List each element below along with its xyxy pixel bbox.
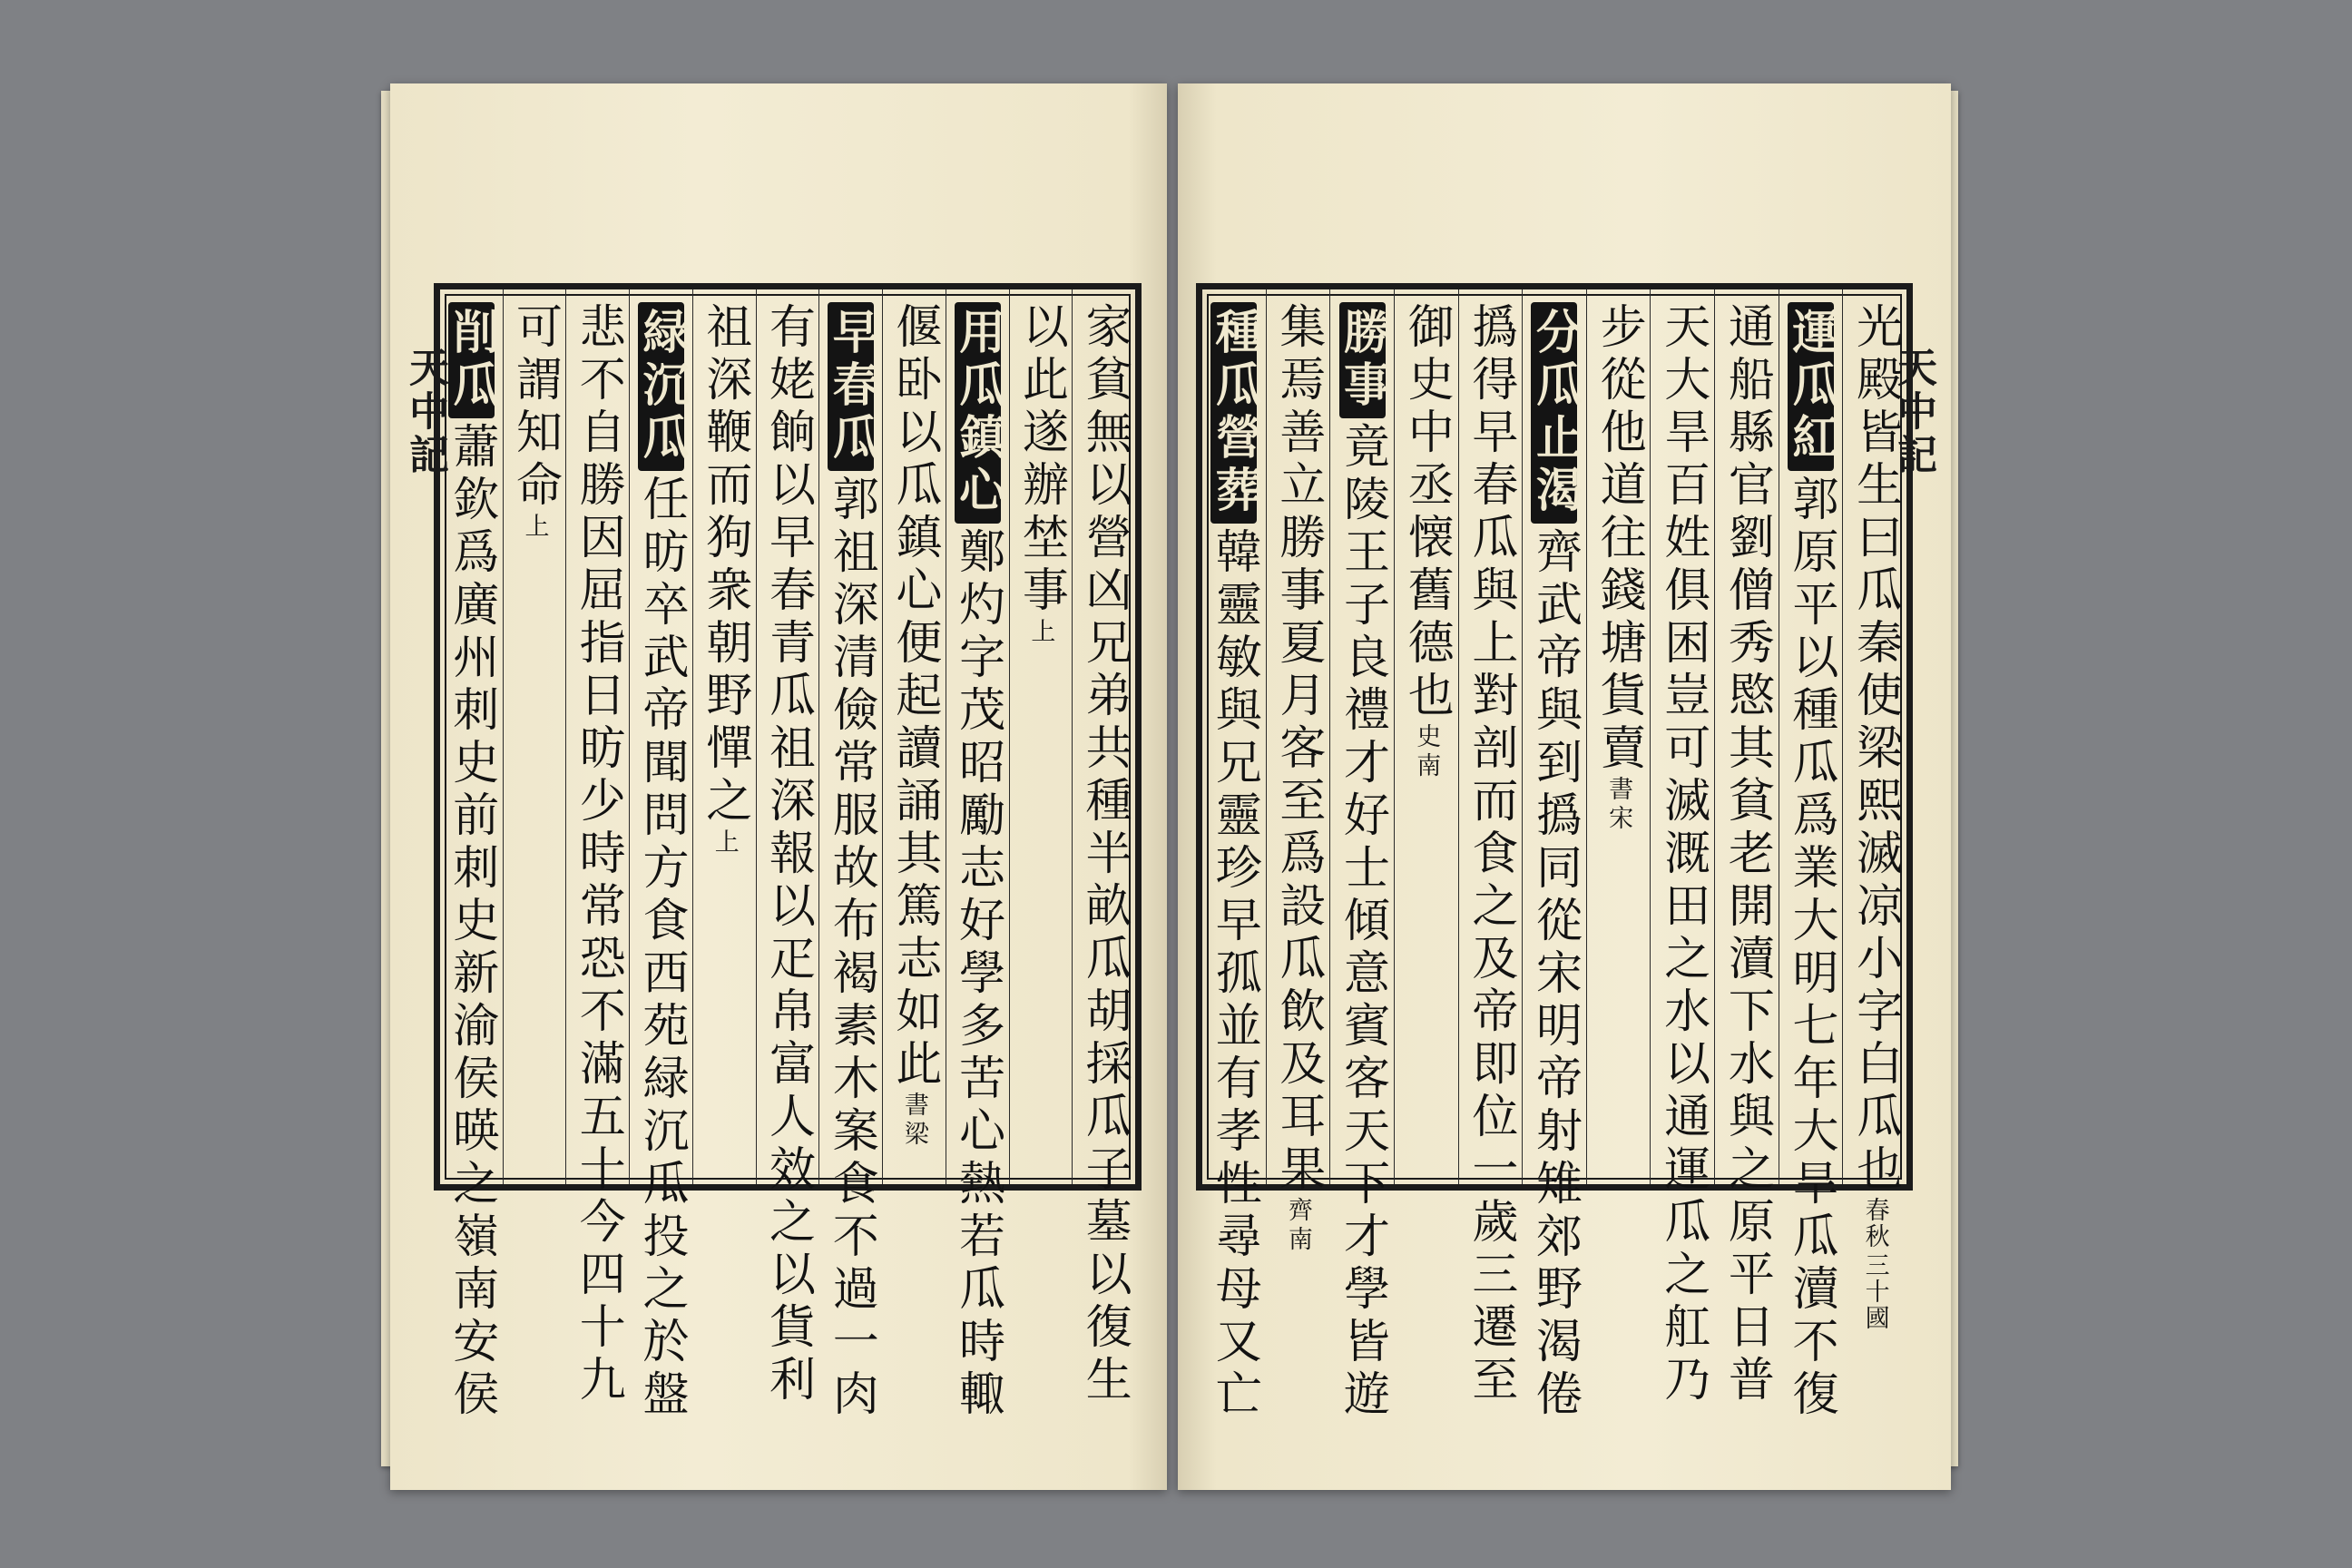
column-text: 偃卧以瓜鎮心便起讀誦其篤志如此 [887, 302, 941, 1092]
column-text: 鄭灼字茂昭勵志好學多苦心熱若瓜時輙 [950, 527, 1004, 1422]
column-text: 齊武帝與到撝同從宋明帝射雉郊野渴倦 [1527, 527, 1582, 1422]
left_page-column-6 [756, 289, 819, 1407]
source-note [1412, 723, 1441, 779]
left_page-column-5 [818, 289, 882, 1422]
column-text: 天大旱百姓俱困豈可滅溉田之水以通運瓜之舡乃 [1655, 302, 1710, 1407]
right_page-column-4 [1650, 289, 1714, 1407]
left_page-column-11 [440, 289, 503, 1422]
entry-heading-badge: 緑沉瓜 [638, 302, 684, 471]
column-text: 撝得早春瓜與上對剖而食之及帝即位一歲三遷至 [1463, 302, 1517, 1407]
right_page-column-10 [1266, 289, 1330, 1252]
column-text: 韓靈敏與兄靈珍早孤並有孝性尋母又亡 [1207, 527, 1261, 1422]
column-text: 家貧無以營凶兄弟共種半畝瓜胡採瓜子墓以復生 [1077, 302, 1132, 1407]
source-note-line: 史 [1412, 723, 1441, 750]
open-book [390, 83, 1951, 1490]
spine-title-right: 天中記 [1890, 347, 1936, 477]
entry-heading-badge: 用瓜鎮心 [955, 302, 1001, 524]
source-note-line: 宋 [1604, 805, 1633, 831]
left_page-column-8 [629, 289, 692, 1422]
column-text: 郭原平以種瓜爲業大明七年大旱瓜瀆不復 [1784, 475, 1838, 1422]
source-note-line: 書 [1604, 776, 1633, 802]
entry-heading-badge: 削瓜 [448, 302, 495, 418]
spine-title-left: 天中記 [402, 347, 448, 477]
source-note [899, 1092, 928, 1147]
column-text: 御史中丞懐舊德也 [1399, 302, 1454, 723]
left_page-column-1 [1072, 289, 1135, 1407]
right_page-column-7 [1458, 289, 1523, 1407]
left_page-column-2 [1009, 289, 1073, 1184]
source-note: 上 [1026, 618, 1055, 644]
right_page-column-2 [1779, 289, 1843, 1422]
source-note [1283, 1197, 1312, 1252]
left_page-column-7 [692, 289, 756, 1184]
left-page [390, 83, 1167, 1490]
right_page-column-5 [1586, 289, 1651, 1184]
column-text: 有姥餉以早春青瓜祖深報以疋帛富人效之以貨利 [760, 302, 815, 1407]
column-text: 竟陵王子良禮才好士傾意賓客天下才學皆遊 [1335, 422, 1389, 1422]
column-text: 步從他道往錢塘貨賣 [1592, 302, 1646, 776]
right_page-column-8 [1394, 289, 1458, 1184]
source-note: 上 [520, 513, 549, 539]
column-text: 祖深鞭而狗衆朝野憚之 [697, 302, 751, 828]
column-text: 悲不自勝因屈指日昉少時常恐不滿五十今四十九 [571, 302, 625, 1407]
left_page-column-3 [946, 289, 1009, 1422]
column-text: 通船縣官劉僧秀愍其貧老開瀆下水與之原平日普 [1720, 302, 1774, 1407]
entry-heading-badge: 分瓜止渴 [1531, 302, 1577, 524]
column-text: 任昉卒武帝聞問方食西苑緑沉瓜投之於盤 [633, 475, 688, 1422]
source-note-line: 南 [1412, 752, 1441, 779]
entry-heading-badge: 運瓜紅 [1788, 302, 1834, 471]
source-note-line: 齊 [1283, 1197, 1312, 1223]
column-text: 蕭欽爲廣州刺史前刺史新渝侯暎之嶺南安侯 [444, 422, 498, 1422]
column-text: 可謂知命 [507, 302, 562, 513]
source-note-line: 梁 [899, 1121, 928, 1147]
source-note-line: 三十國 [1860, 1252, 1889, 1331]
left_page-column-9 [565, 289, 629, 1407]
left-text-frame [434, 283, 1142, 1422]
left_page-column-4 [882, 289, 946, 1184]
source-note-line: 南 [1283, 1226, 1312, 1252]
entry-heading-badge: 種瓜營葬 [1210, 302, 1257, 524]
column-text: 以此遂辦埜事 [1014, 302, 1068, 618]
left_page-column-10 [503, 289, 566, 1184]
right_page-column-9 [1329, 289, 1394, 1422]
column-text: 郭祖深清儉常服故布褐素木案食不過一肉 [824, 475, 878, 1422]
right-text-frame [1196, 283, 1913, 1422]
right-page [1178, 83, 1951, 1490]
entry-heading-badge: 勝事 [1339, 302, 1386, 418]
column-text: 集焉善立勝事夏月客至爲設瓜飲及耳果 [1270, 302, 1325, 1197]
right_page-column-3 [1714, 289, 1779, 1407]
right_page-column-11 [1202, 289, 1266, 1422]
right_page-column-6 [1522, 289, 1586, 1422]
source-note-line: 書 [899, 1092, 928, 1118]
source-note [1606, 776, 1631, 831]
source-note: 上 [710, 828, 739, 855]
source-note-line: 春秋 [1860, 1197, 1889, 1250]
source-note [1860, 1197, 1889, 1331]
right_page-column-1 [1842, 289, 1906, 1331]
entry-heading-badge: 早春瓜 [828, 302, 874, 471]
column-text: 光殿皆生曰瓜秦使梁熙滅凉小字白瓜也 [1847, 302, 1902, 1197]
